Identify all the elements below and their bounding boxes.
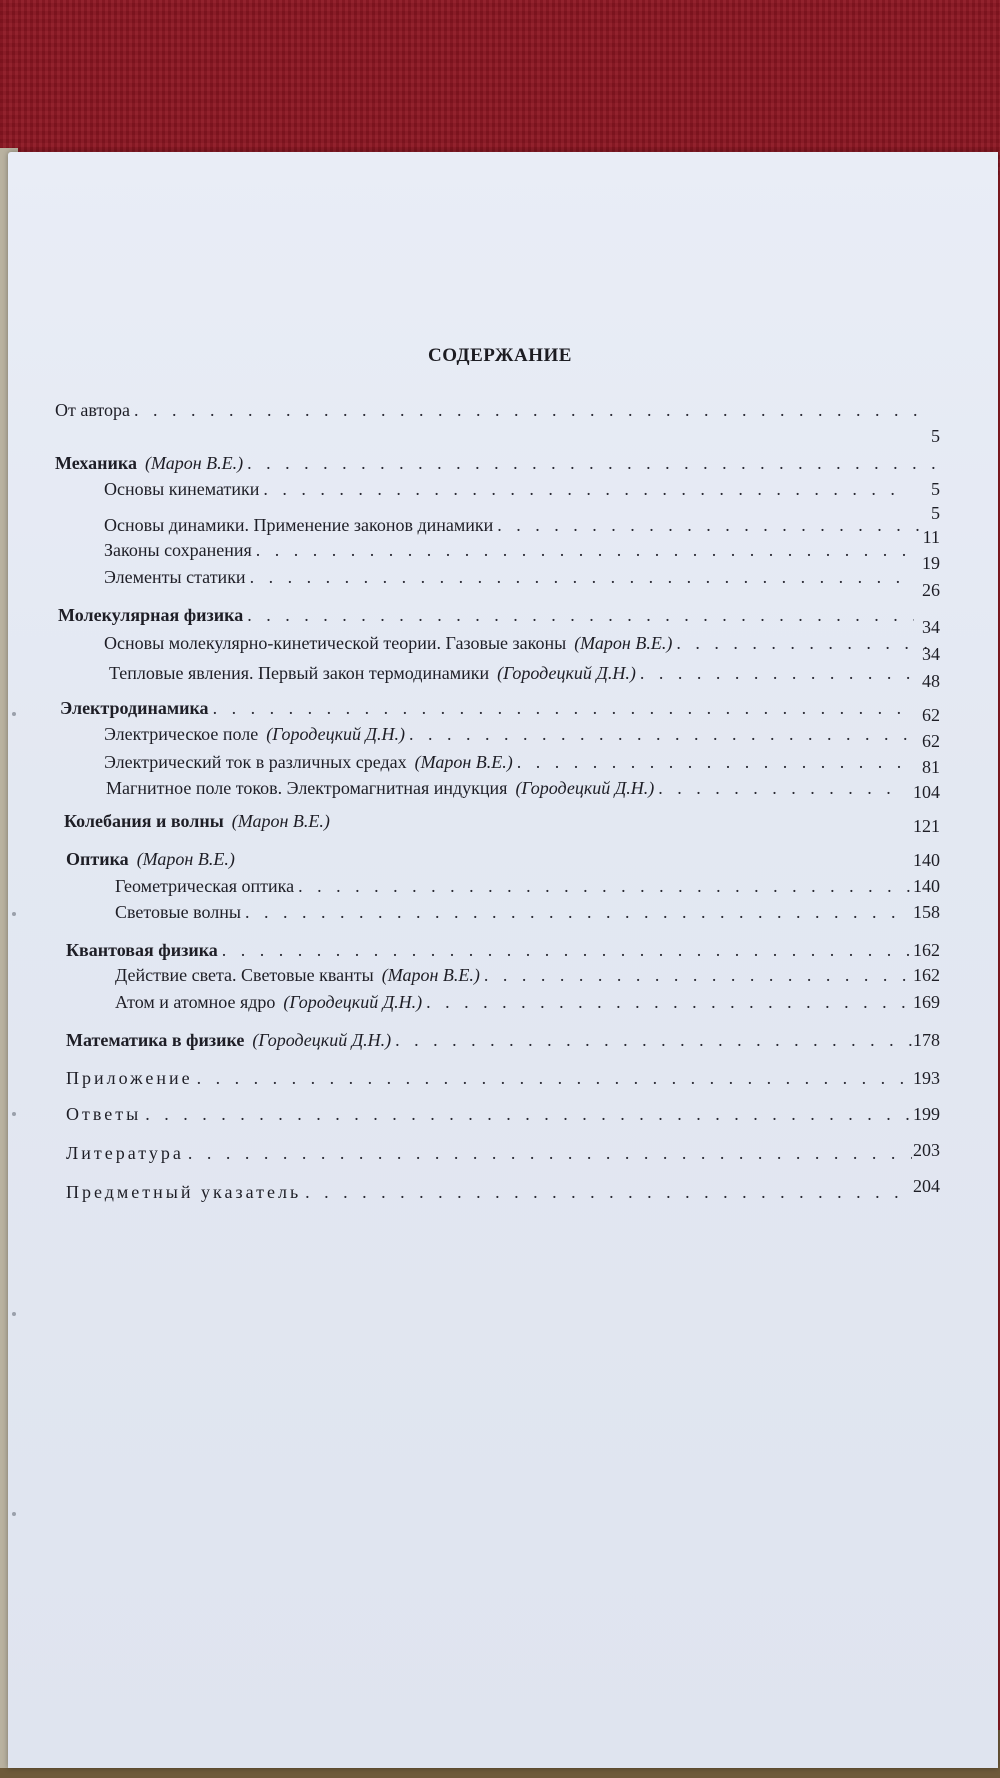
- entry-page: 5: [931, 426, 940, 446]
- toc-entry: [104, 540, 914, 561]
- entry-page: 158: [913, 902, 940, 922]
- dot-leader: [213, 698, 916, 719]
- toc-section: [66, 1030, 916, 1051]
- toc-entry: [106, 778, 906, 799]
- toc-entry: [115, 876, 915, 897]
- toc-section: [66, 1143, 916, 1164]
- dot-leader: [247, 605, 914, 626]
- entry-page: 169: [913, 992, 940, 1012]
- entry-page: 178: [913, 1030, 940, 1050]
- entry-author: (Городецкий Д.Н.): [283, 992, 423, 1012]
- entry-title: Атом и атомное ядро: [115, 992, 276, 1012]
- entry-page: 199: [913, 1104, 940, 1124]
- entry-title: Электрическое поле: [104, 724, 259, 744]
- dot-leader: [497, 515, 930, 536]
- toc-heading: СОДЕРЖАНИЕ: [428, 345, 572, 366]
- entry-page: 34: [922, 617, 940, 637]
- toc-section: [58, 605, 918, 626]
- toc-section: [66, 1068, 916, 1089]
- entry-page: 162: [913, 965, 940, 985]
- entry-page: 5: [931, 479, 940, 499]
- toc-entry: [104, 633, 934, 654]
- dot-leader: [640, 663, 910, 684]
- entry-title: Законы сохранения: [104, 540, 252, 560]
- section-title: Ответы: [66, 1104, 142, 1124]
- entry-page: 19: [922, 553, 940, 573]
- dot-leader: [247, 453, 936, 474]
- section-author: (Марон В.Е.): [231, 811, 330, 831]
- toc-entry: [104, 515, 934, 536]
- dot-leader: [197, 1068, 912, 1089]
- toc-entry: [115, 992, 915, 1013]
- toc-entry: [115, 902, 915, 923]
- toc-entry: [104, 752, 914, 773]
- dot-leader: [395, 1030, 912, 1051]
- dot-leader: [263, 479, 910, 500]
- entry-page: 26: [922, 580, 940, 600]
- entry-page: 162: [913, 940, 940, 960]
- section-title: Квантовая физика: [66, 940, 218, 960]
- entry-author: (Городецкий Д.Н.): [515, 778, 655, 798]
- dot-leader: [250, 567, 910, 588]
- entry-author: (Городецкий Д.Н.): [497, 663, 636, 683]
- section-author: (Марон В.Е.): [136, 849, 235, 869]
- entry-page: 204: [913, 1176, 940, 1196]
- dot-leader: [484, 965, 911, 986]
- entry-author: (Марон В.Е.): [414, 752, 513, 772]
- entry-title: Действие света. Световые кванты: [115, 965, 374, 985]
- entry-author: (Марон В.Е.): [381, 965, 480, 985]
- dot-leader: [188, 1143, 912, 1164]
- toc-entry: [104, 479, 914, 500]
- section-author: (Марон В.Е.): [144, 453, 244, 473]
- section-title: Приложение: [66, 1068, 193, 1088]
- entry-title: Основы динамики. Применение законов динамики: [104, 515, 494, 535]
- toc-section: [66, 1182, 916, 1203]
- entry-page: 62: [922, 731, 940, 751]
- entry-page: 62: [922, 705, 940, 725]
- entry-page: 193: [913, 1068, 940, 1088]
- entry-author: (Марон В.Е.): [574, 633, 673, 653]
- entry-title: Основы кинематики: [104, 479, 260, 499]
- entry-page: 140: [913, 850, 940, 870]
- entry-page: 34: [922, 644, 940, 664]
- section-title: Молекулярная физика: [58, 605, 244, 625]
- dot-leader: [145, 1104, 912, 1125]
- entry-title: Магнитное поле токов. Электромагнитная индукция: [106, 778, 508, 798]
- toc-entry: [104, 567, 914, 588]
- entry-title: Основы молекулярно-кинетической теории. Газовые законы: [104, 633, 567, 653]
- toc-entry: [109, 663, 914, 684]
- dot-leader: [426, 992, 911, 1013]
- section-title: Оптика: [66, 849, 129, 869]
- dot-leader: [658, 778, 902, 799]
- toc-section: [66, 1104, 916, 1125]
- toc-section: [64, 811, 914, 832]
- entry-author: (Городецкий Д.Н.): [266, 724, 405, 744]
- section-title: Литература: [66, 1143, 184, 1163]
- entry-page: 48: [922, 671, 940, 691]
- toc-section: [55, 453, 940, 474]
- red-fabric-background: [0, 0, 1000, 175]
- entry-page: 81: [922, 757, 940, 777]
- entry-page: 11: [922, 527, 940, 547]
- toc-section: [60, 698, 920, 719]
- dot-leader: [134, 400, 921, 421]
- toc-section: [66, 940, 916, 961]
- section-author: (Городецкий Д.Н.): [252, 1030, 392, 1050]
- entry-title: Элементы статики: [104, 567, 246, 587]
- entry-page: 5: [931, 503, 940, 523]
- toc-entry: [115, 965, 915, 986]
- bleed-through-text: [120, 1240, 920, 1390]
- dot-leader: [256, 540, 910, 561]
- section-title: Математика в физике: [66, 1030, 245, 1050]
- entry-title: Тепловые явления. Первый закон термодинамики: [109, 663, 490, 683]
- toc-entry: [55, 400, 925, 421]
- section-title: Электродинамика: [60, 698, 209, 718]
- toc-entry: [104, 724, 914, 745]
- dot-leader: [517, 752, 910, 773]
- section-title: Колебания и волны: [64, 811, 224, 831]
- dot-leader: [305, 1182, 912, 1203]
- dot-leader: [409, 724, 910, 745]
- section-title: Предметный указатель: [66, 1182, 302, 1202]
- entry-page: 121: [913, 816, 940, 836]
- entry-page: 104: [913, 782, 940, 802]
- section-title: Механика: [55, 453, 137, 473]
- dot-leader: [298, 876, 911, 897]
- dot-leader: [222, 940, 912, 961]
- entry-title: Геометрическая оптика: [115, 876, 295, 896]
- entry-title: Электрический ток в различных средах: [104, 752, 407, 772]
- dot-leader: [245, 902, 911, 923]
- entry-page: 203: [913, 1140, 940, 1160]
- entry-title: От автора: [55, 400, 131, 420]
- toc-section: [66, 849, 916, 870]
- entry-title: Световые волны: [115, 902, 241, 922]
- entry-page: 140: [913, 876, 940, 896]
